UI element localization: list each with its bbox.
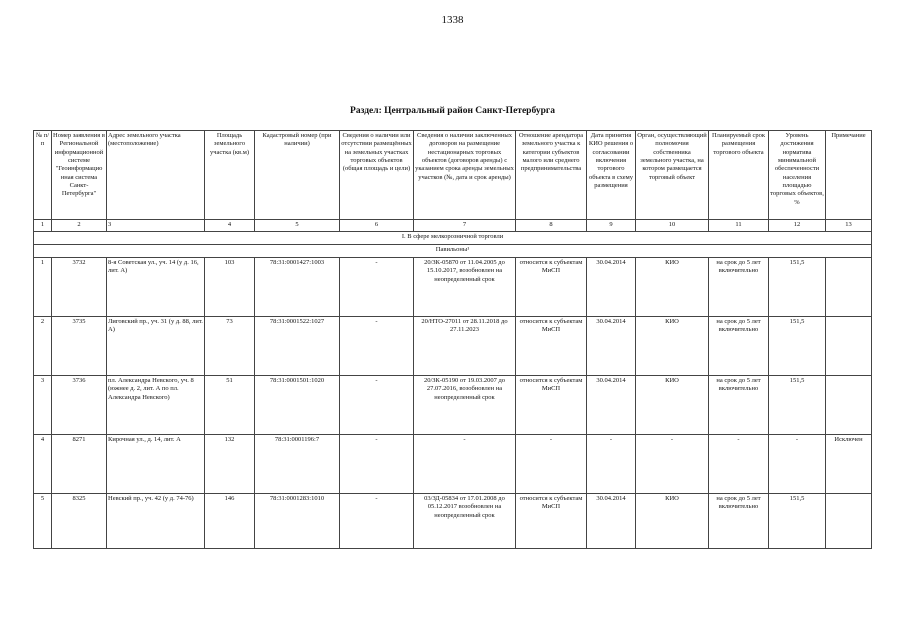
cell-level: -: [769, 435, 826, 494]
header-cell: Отношение арендатора земельного участка к категории субъектов малого или среднего предпринимательства: [516, 131, 587, 220]
column-number: 3: [107, 220, 205, 232]
cell-authority: КИО: [636, 376, 709, 435]
cell-cadastral-number: 78:31:0001427:1003: [255, 258, 340, 317]
table-row: [34, 317, 872, 376]
cell-number: 5: [34, 494, 52, 549]
cell-application-number: 8271: [52, 435, 107, 494]
cell-address: Кирочная ул., д. 14, лит. А: [107, 435, 205, 494]
cell-contracts: 03/ЗД-05834 от 17.01.2008 до 05.12.2017 возобновлен на неопределенный срок: [414, 494, 516, 549]
cell-note: [826, 494, 872, 549]
cell-term: на срок до 5 лет включительно: [709, 376, 769, 435]
cell-application-number: 3735: [52, 317, 107, 376]
column-number: 5: [255, 220, 340, 232]
cell-number: 2: [34, 317, 52, 376]
cell-number: 4: [34, 435, 52, 494]
header-cell: Адрес земельного участка (местоположение): [107, 131, 205, 220]
cell-address: пл. Александра Невского, уч. 8 (южнее д. 2, лит. А по пл. Александра Невского): [107, 376, 205, 435]
column-number: 8: [516, 220, 587, 232]
cell-authority: КИО: [636, 317, 709, 376]
cell-objects: -: [340, 376, 414, 435]
cell-address: Невский пр., уч. 42 (у д. 74-76): [107, 494, 205, 549]
cell-level: 151,5: [769, 494, 826, 549]
subgroup-heading: Павильоны¹: [34, 245, 872, 258]
cell-address: Лиговский пр., уч. 31 (у д. 88, лит. А): [107, 317, 205, 376]
header-row: [34, 131, 872, 220]
cell-kio-date: 30.04.2014: [587, 258, 636, 317]
table-row: [34, 435, 872, 494]
cell-objects: -: [340, 317, 414, 376]
table-row: [34, 258, 872, 317]
cell-term: на срок до 5 лет включительно: [709, 494, 769, 549]
cell-cadastral-number: 78:31:0001196:7: [255, 435, 340, 494]
cell-area: 132: [205, 435, 255, 494]
cell-cadastral-number: 78:31:0001283:1010: [255, 494, 340, 549]
page-number: 1338: [441, 14, 464, 26]
cell-application-number: 8325: [52, 494, 107, 549]
section-title: Раздел: Центральный район Санкт-Петербурга: [350, 106, 555, 116]
cell-contracts: 20/НТО-27011 от 28.11.2018 до 27.11.2023: [414, 317, 516, 376]
cell-term: -: [709, 435, 769, 494]
cell-area: 73: [205, 317, 255, 376]
header-cell: Сведения о наличии или отсутствии размещённых на земельных участках торговых объектов (общая площадь и цели): [340, 131, 414, 220]
cell-number: 1: [34, 258, 52, 317]
cell-note: [826, 258, 872, 317]
column-number: 9: [587, 220, 636, 232]
cell-kio-date: 30.04.2014: [587, 317, 636, 376]
cell-cadastral-number: 78:31:0001501:1020: [255, 376, 340, 435]
header-cell: Планируемый срок размещения торгового объекта: [709, 131, 769, 220]
header-cell: Орган, осуществляющий полномочия собственника земельного участка, на котором размещается торговый объект: [636, 131, 709, 220]
cell-address: 8-я Советская ул., уч. 14 (у д. 16, лит. А): [107, 258, 205, 317]
column-number: 4: [205, 220, 255, 232]
column-number: 12: [769, 220, 826, 232]
cell-kio-date: -: [587, 435, 636, 494]
cell-objects: -: [340, 494, 414, 549]
cell-note: [826, 317, 872, 376]
column-number: 2: [52, 220, 107, 232]
cell-contracts: 20/ЗК-05190 от 19.03.2007 до 27.07.2016, возобновлен на неопределенный срок: [414, 376, 516, 435]
cell-term: на срок до 5 лет включительно: [709, 258, 769, 317]
column-number: 11: [709, 220, 769, 232]
table-row: [34, 376, 872, 435]
cell-level: 151,5: [769, 317, 826, 376]
cell-level: 151,5: [769, 376, 826, 435]
cell-number: 3: [34, 376, 52, 435]
cell-objects: -: [340, 435, 414, 494]
cell-sme: относится к субъектам МиСП: [516, 376, 587, 435]
header-cell: Площадь земельного участка (кв.м): [205, 131, 255, 220]
column-number: 1: [34, 220, 52, 232]
cell-sme: относится к субъектам МиСП: [516, 494, 587, 549]
cell-kio-date: 30.04.2014: [587, 494, 636, 549]
cell-area: 103: [205, 258, 255, 317]
cell-application-number: 3736: [52, 376, 107, 435]
cell-sme: -: [516, 435, 587, 494]
cell-contracts: -: [414, 435, 516, 494]
cell-sme: относится к субъектам МиСП: [516, 258, 587, 317]
column-number: 10: [636, 220, 709, 232]
cell-sme: относится к субъектам МиСП: [516, 317, 587, 376]
cell-objects: -: [340, 258, 414, 317]
cell-kio-date: 30.04.2014: [587, 376, 636, 435]
column-number-row: [34, 220, 872, 232]
register-table: [33, 130, 872, 549]
cell-area: 51: [205, 376, 255, 435]
header-cell: № п/п: [34, 131, 52, 220]
cell-term: на срок до 5 лет включительно: [709, 317, 769, 376]
header-cell: Уровень достижения норматива минимальной обеспеченности населения площадью торговых объектов, %: [769, 131, 826, 220]
header-cell: Примечание: [826, 131, 872, 220]
group-heading: I. В сфере мелкорозничной торговли: [34, 232, 872, 245]
group-heading-row: [34, 232, 872, 245]
cell-authority: КИО: [636, 494, 709, 549]
cell-application-number: 3732: [52, 258, 107, 317]
cell-authority: КИО: [636, 258, 709, 317]
cell-note: Исключен: [826, 435, 872, 494]
cell-area: 146: [205, 494, 255, 549]
header-cell: Дата принятия КИО решения о согласовании включения торгового объекта в схему размещения: [587, 131, 636, 220]
cell-note: [826, 376, 872, 435]
cell-level: 151,5: [769, 258, 826, 317]
column-number: 6: [340, 220, 414, 232]
header-cell: Сведения о наличии заключенных договоров на размещение нестационарных торговых объектов (договоров аренды) с указанием срока аренды земельных участков (№, дата и срок аренды): [414, 131, 516, 220]
column-number: 7: [414, 220, 516, 232]
column-number: 13: [826, 220, 872, 232]
cell-contracts: 20/ЗК-05870 от 11.04.2005 до 15.10.2017, возобновлен на неопределенный срок: [414, 258, 516, 317]
table-row: [34, 494, 872, 549]
subgroup-heading-row: [34, 245, 872, 258]
cell-cadastral-number: 78:31:0001522:1027: [255, 317, 340, 376]
header-cell: Номер заявления в Региональной информационной системе "Геоинформацио нная система Санкт-Петербурга": [52, 131, 107, 220]
header-cell: Кадастровый номер (при наличии): [255, 131, 340, 220]
cell-authority: -: [636, 435, 709, 494]
